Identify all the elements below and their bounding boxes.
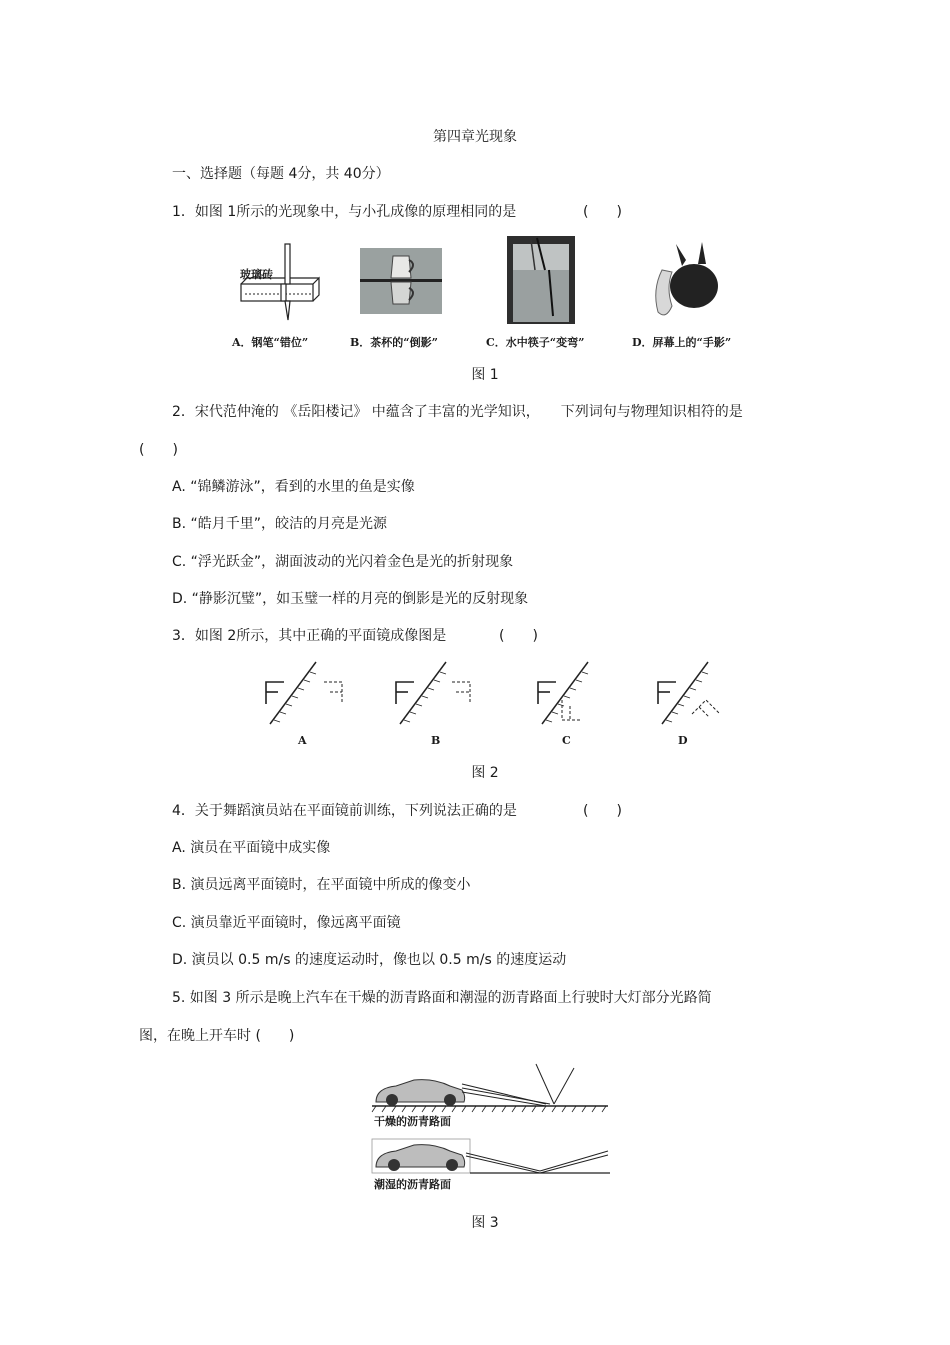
figure-2-label-b: B bbox=[431, 734, 441, 747]
figure-3-caption: 图 3 bbox=[471, 1215, 499, 1231]
question-2-option-d: D. “静影沉璧”，如玉璧一样的月亮的倒影是光的反射现象 bbox=[172, 591, 529, 607]
question-1-answer-paren: ( ) bbox=[583, 204, 622, 220]
question-4-option-c: C. 演员靠近平面镜时，像远离平面镜 bbox=[172, 915, 401, 931]
glass-brick-label: 玻璃砖 bbox=[240, 268, 273, 281]
figure-1b-teacup-image bbox=[360, 248, 442, 314]
dry-road-label: 干燥的沥青路面 bbox=[374, 1115, 451, 1128]
question-2-option-b: B. “皓月千里”，皎洁的月亮是光源 bbox=[172, 516, 388, 532]
figure-1-option-c-label: C．水中筷子“变弯” bbox=[486, 336, 585, 349]
figure-2b-mirror-diagram bbox=[390, 660, 480, 726]
question-2-option-c: C. “浮光跃金”，湖面波动的光闪着金色是光的折射现象 bbox=[172, 554, 514, 570]
figure-2d-mirror-diagram bbox=[652, 660, 742, 726]
wet-road-label: 潮湿的沥青路面 bbox=[374, 1178, 451, 1191]
figure-2-caption: 图 2 bbox=[471, 765, 499, 781]
question-4-option-a: A. 演员在平面镜中成实像 bbox=[172, 840, 331, 856]
question-4-text: 4．关于舞蹈演员站在平面镜前训练，下列说法正确的是 bbox=[172, 803, 517, 819]
figure-1-option-b-label: B．茶杯的“倒影” bbox=[350, 336, 438, 349]
section-heading: 一、选择题（每题 4分，共 40分） bbox=[172, 166, 390, 182]
figure-2-label-a: A bbox=[298, 734, 307, 747]
figure-1d-hand-shadow-image bbox=[642, 240, 726, 324]
question-1-text: 1．如图 1所示的光现象中，与小孔成像的原理相同的是 bbox=[172, 204, 517, 220]
figure-1c-chopsticks-image bbox=[507, 236, 575, 324]
figure-2-label-d: D bbox=[678, 734, 688, 747]
question-3-text: 3．如图 2所示，其中正确的平面镜成像图是 bbox=[172, 628, 447, 644]
figure-1-caption: 图 1 bbox=[471, 367, 499, 383]
question-4-option-d: D. 演员以 0.5 m/s 的速度运动时，像也以 0.5 m/s 的速度运动 bbox=[172, 952, 567, 968]
figure-2-label-c: C bbox=[562, 734, 571, 747]
question-3-answer-paren: ( ) bbox=[499, 628, 538, 644]
question-4-option-b: B. 演员远离平面镜时，在平面镜中所成的像变小 bbox=[172, 877, 471, 893]
question-2-text: 2．宋代范仲淹的 《岳阳楼记》 中蕴含了丰富的光学知识， 下列词句与物理知识相符的是 bbox=[172, 404, 743, 420]
question-4-answer-paren: ( ) bbox=[583, 803, 622, 819]
figure-2a-mirror-diagram bbox=[260, 660, 350, 726]
figure-3-wet-road-diagram bbox=[370, 1137, 612, 1177]
question-5-text-cont: 图，在晚上开车时 ( ) bbox=[139, 1028, 295, 1044]
figure-1a-pen-glass-image bbox=[235, 242, 325, 330]
question-5-text: 5. 如图 3 所示是晚上汽车在干燥的沥青路面和潮湿的沥青路面上行驶时大灯部分光路简 bbox=[172, 990, 712, 1006]
page-title: 第四章光现象 bbox=[433, 129, 517, 145]
question-2-answer-paren: ( ) bbox=[139, 442, 178, 458]
figure-2c-mirror-diagram bbox=[532, 660, 622, 726]
question-2-option-a: A. “锦鳞游泳”，看到的水里的鱼是实像 bbox=[172, 479, 415, 495]
figure-1-option-a-label: A．钢笔“错位” bbox=[232, 336, 309, 349]
figure-1-option-d-label: D．屏幕上的“手影” bbox=[632, 336, 732, 349]
